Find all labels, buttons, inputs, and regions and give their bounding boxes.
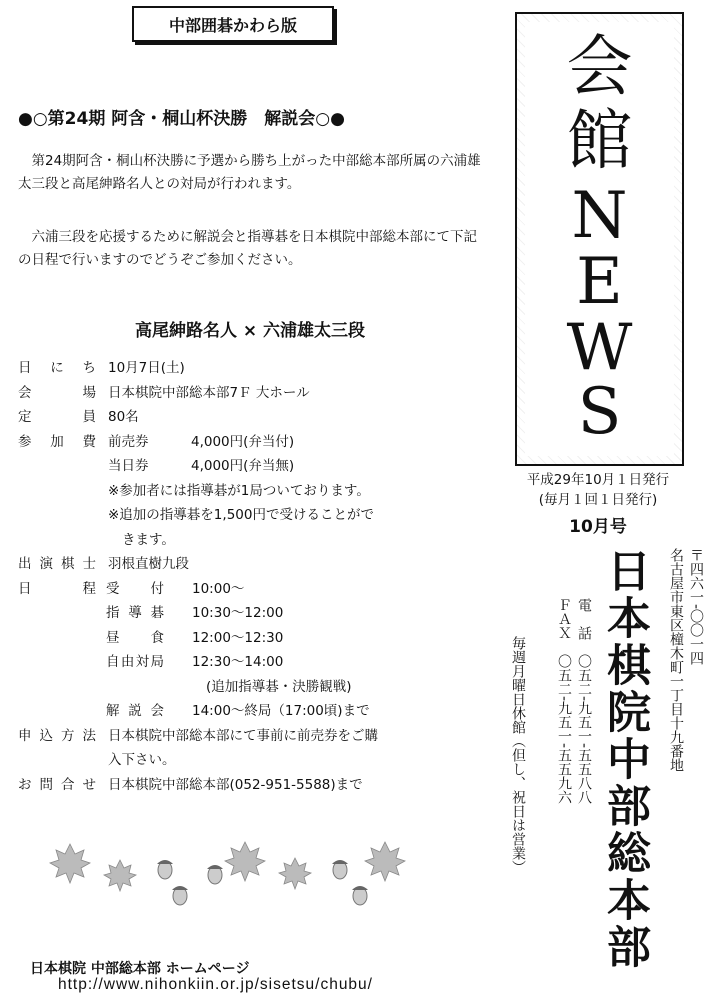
- capacity-label: 定員: [18, 409, 96, 425]
- fee-label: 参加費: [18, 433, 96, 450]
- note-1: ※参加者には指導碁が1局ついております。: [108, 482, 370, 499]
- date-row: [18, 356, 508, 381]
- kaikan-news-masthead: [515, 12, 684, 466]
- holiday-notice: 毎週月曜日休館（但し、祝日は営業）: [510, 636, 526, 874]
- maple-leaf-icon: [50, 844, 90, 883]
- apply-label: 申込方法: [18, 727, 96, 744]
- player-row: [18, 552, 508, 577]
- masthead-inner: [525, 22, 674, 456]
- masthead-letter-s: S: [577, 375, 622, 449]
- intro-paragraph-1: 第24期阿含・桐山杯決勝に予選から勝ち上がった中部総本部所属の六浦雄太三段と高尾紳路名人との対局が行われます。: [18, 153, 481, 192]
- postal-address: [666, 548, 706, 988]
- event-heading: ●○第24期 阿含・桐山杯決勝 解説会○●: [18, 109, 345, 129]
- match-title: 高尾紳路名人 × 六浦雄太三段: [134, 321, 366, 341]
- maple-leaf-icon: [225, 842, 265, 881]
- masthead-char-2: 館: [566, 102, 633, 179]
- fee-pre-label: 前売券: [108, 433, 149, 450]
- maple-leaf-icon: [104, 860, 136, 891]
- fee-pre-value: 4,000円(弁当付): [191, 433, 295, 450]
- venue-row: [18, 381, 508, 406]
- schedule-item-time: 10:00〜: [192, 580, 245, 597]
- fee-row: [18, 430, 508, 455]
- acorn-icon: [157, 860, 368, 905]
- commentary-row: [18, 699, 508, 724]
- contact-label: お問合せ: [18, 776, 96, 793]
- note-2a: ※追加の指導碁を1,500円で受けることがで: [108, 507, 374, 523]
- event-details: [18, 356, 508, 797]
- phone-number: 電 話 〇五二-九五一-五五八八: [576, 598, 592, 805]
- masthead-letter-e: E: [576, 245, 623, 319]
- note-2b: きます。: [122, 531, 175, 548]
- apply-value-a: 日本棋院中部総本部にて事前に前売券をご購: [108, 727, 378, 744]
- schedule-item-label: 受付: [106, 580, 164, 597]
- note-row-1: [18, 479, 508, 504]
- commentary-time: 14:00〜終局（17:00頃)まで: [192, 703, 370, 719]
- masthead-letter-n: N: [571, 179, 628, 253]
- capacity-row: [18, 405, 508, 430]
- capacity-value: 80名: [108, 409, 139, 425]
- issue-frequency: (毎月１回１日発行): [538, 492, 658, 508]
- postal-code: 〒四六一-〇〇一四: [688, 548, 704, 666]
- venue-value: 日本棋院中部総本部7Ｆ 大ホール: [108, 384, 310, 401]
- organization-name: 日本棋院中部総本部: [599, 548, 650, 971]
- schedule-sub-note: (追加指導碁・決勝観戦): [206, 678, 352, 695]
- contact-numbers: [554, 598, 594, 804]
- schedule-item-time: 10:30〜12:00: [192, 605, 284, 621]
- schedule-row-1: [18, 577, 508, 602]
- commentary-label: 解説会: [106, 703, 164, 719]
- note-row-3: [18, 528, 508, 553]
- homepage-title: 日本棋院 中部総本部 ホームページ: [30, 961, 250, 977]
- masthead-char-1: 会: [566, 28, 633, 105]
- maple-leaf-icon: [279, 858, 311, 889]
- contact-value: 日本棋院中部総本部(052-951-5588)まで: [108, 776, 363, 793]
- homepage-url[interactable]: http://www.nihonkiin.or.jp/sisetsu/chubu/: [58, 976, 373, 993]
- schedule-item-label: 昼食: [106, 629, 164, 646]
- fee-day-label: 当日券: [108, 458, 149, 474]
- leaf-acorn-decoration: [40, 830, 460, 920]
- issue-date: 平成29年10月１日発行: [526, 472, 670, 488]
- fee-day-value: 4,000円(弁当無): [191, 458, 295, 474]
- apply-row-2: [18, 748, 508, 773]
- date-value: 10月7日(土): [108, 360, 185, 376]
- player-value: 羽根直樹九段: [108, 556, 189, 572]
- date-label: 日にち: [18, 360, 96, 376]
- fee-day-row: [18, 454, 508, 479]
- schedule-item-label: 自由対局: [106, 654, 164, 670]
- note-row-2: [18, 503, 508, 528]
- schedule-row-3: [18, 626, 508, 651]
- apply-row: [18, 724, 508, 749]
- schedule-row-4: [18, 650, 508, 675]
- venue-label: 会場: [18, 384, 96, 401]
- schedule-item-time: 12:00〜12:30: [192, 629, 284, 646]
- schedule-sub-row: [18, 675, 508, 700]
- masthead-letter-w: W: [566, 311, 633, 385]
- schedule-label: 日程: [18, 580, 96, 597]
- schedule-row-2: [18, 601, 508, 626]
- street-address: 名古屋市東区橦木町一丁目十九番地: [668, 548, 684, 772]
- issue-month: 10月号: [569, 517, 627, 537]
- maple-leaf-icon: [365, 842, 405, 881]
- fax-number: ＦＡＸ 〇五二-九五一-五五九六: [556, 598, 572, 805]
- newsletter-tag: 中部囲碁かわら版: [132, 6, 334, 42]
- player-label: 出演棋士: [18, 556, 96, 572]
- contact-row: [18, 773, 508, 798]
- schedule-item-label: 指導碁: [106, 605, 164, 621]
- intro-paragraph-2: 六浦三段を応援するために解説会と指導碁を日本棋院中部総本部にて下記の日程で行いますのでどうぞご参加ください。: [18, 229, 477, 268]
- schedule-item-time: 12:30〜14:00: [192, 654, 284, 670]
- apply-value-b: 入下さい。: [108, 752, 176, 768]
